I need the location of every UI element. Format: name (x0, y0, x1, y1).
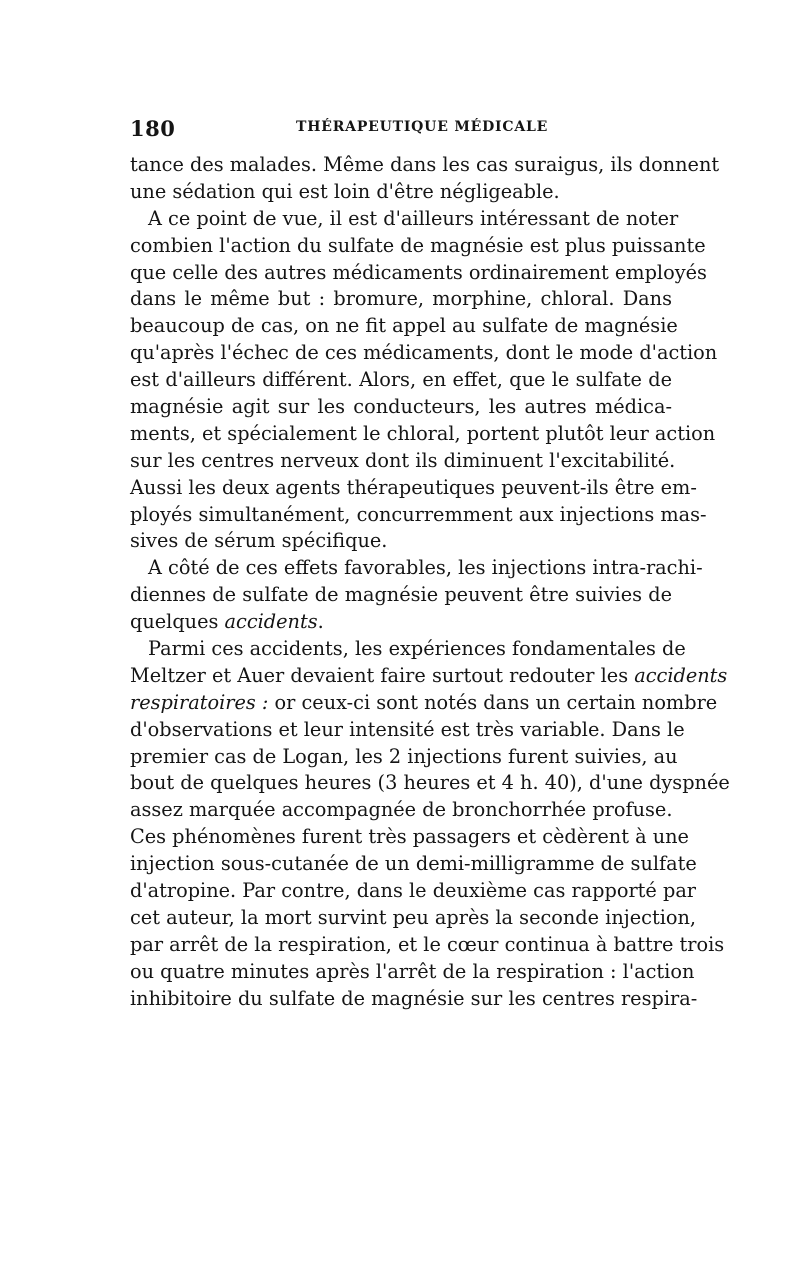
page-number: 180 (130, 116, 176, 141)
text-line (130, 528, 672, 555)
text-line (130, 851, 697, 878)
line-text: Meltzer et Auer devaient faire surtout redouter les (130, 663, 635, 687)
text-line (130, 340, 718, 367)
text-line (130, 744, 678, 771)
line-text: d'observations et leur intensité est très variable. Dans le (130, 717, 685, 741)
line-text: A côté de ces effets favorables, les injections intra-rachi- (148, 556, 703, 580)
text-line (130, 260, 707, 287)
text-line (130, 555, 703, 582)
line-text: ments, et spécialement le chloral, portent plutôt leur action (130, 421, 716, 445)
line-text: inhibitoire du sulfate de magnésie sur les centres respira- (130, 986, 698, 1010)
line-text: que celle des autres médicaments ordinairement employés (130, 260, 707, 284)
text-line (130, 959, 695, 986)
line-text: injection sous-cutanée de un demi-milligramme de sulfate (130, 852, 697, 876)
line-text: dans le même but : bromure, morphine, chloral. Dans (130, 287, 672, 311)
line-text: sives de sérum spécifique. (130, 529, 388, 553)
text-line (130, 878, 697, 905)
text-line (130, 286, 672, 313)
text-line (130, 797, 672, 824)
text-line (130, 448, 676, 475)
line-text: . (317, 610, 324, 634)
line-text: quelques (130, 610, 225, 634)
line-text: or ceux-ci sont notés dans un certain nombre (268, 690, 718, 714)
text-line (130, 717, 685, 744)
text-line (130, 421, 716, 448)
text-line (130, 932, 725, 959)
line-text: combien l'action du sulfate de magnésie est plus puissante (130, 233, 706, 257)
line-text: Ces phénomènes furent très passagers et cèdèrent à une (130, 825, 689, 849)
line-text: sur les centres nerveux dont ils diminuent l'excitabilité. (130, 448, 676, 472)
line-text: tance des malades. Même dans les cas suraigus, ils donnent (130, 153, 720, 176)
line-text: A ce point de vue, il est d'ailleurs intéressant de noter (148, 206, 679, 230)
italic-text: accidents (634, 663, 728, 687)
line-text: une sédation qui est loin d'être négligeable. (130, 179, 560, 203)
page-header (130, 112, 670, 142)
text-line (130, 663, 728, 690)
text-line (130, 179, 672, 206)
line-text: premier cas de Logan, les 2 injections furent suivies, au (130, 744, 678, 768)
italic-text: respiratoires : (130, 690, 269, 714)
text-line (130, 206, 679, 233)
text-line (130, 152, 720, 179)
line-text: diennes de sulfate de magnésie peuvent être suivies de (130, 583, 672, 607)
text-line (130, 502, 707, 529)
line-text: ou quatre minutes après l'arrêt de la respiration : l'action (130, 959, 695, 983)
line-text: bout de quelques heures (3 heures et 4 h. 40), d'une dyspnée (130, 771, 730, 795)
text-line (130, 690, 718, 717)
text-line (130, 609, 672, 636)
text-line (130, 824, 689, 851)
line-text: beaucoup de cas, on ne fit appel au sulfate de magnésie (130, 314, 678, 338)
body-text (130, 152, 730, 1013)
text-line (130, 770, 730, 797)
text-line (130, 394, 672, 421)
line-text: est d'ailleurs différent. Alors, en effet, que le sulfate de (130, 368, 672, 392)
line-text: Parmi ces accidents, les expériences fondamentales de (148, 637, 686, 661)
text-line (130, 905, 697, 932)
line-text: Aussi les deux agents thérapeutiques peuvent-ils être em- (130, 475, 697, 499)
line-text: par arrêt de la respiration, et le cœur continua à battre trois (130, 932, 725, 956)
line-text: qu'après l'échec de ces médicaments, dont le mode d'action (130, 341, 718, 365)
line-text: ployés simultanément, concurremment aux injections mas- (130, 502, 707, 526)
text-line (130, 367, 672, 394)
line-text: cet auteur, la mort survint peu après la seconde injection, (130, 905, 697, 929)
text-line (130, 475, 697, 502)
running-head: THÉRAPEUTIQUE MÉDICALE (296, 119, 549, 135)
italic-text: accidents (224, 610, 318, 634)
line-text: d'atropine. Par contre, dans le deuxième cas rapporté par (130, 879, 697, 903)
text-line (130, 986, 698, 1013)
text-line (130, 313, 678, 340)
text-line (130, 636, 686, 663)
line-text: assez marquée accompagnée de bronchorrhée profuse. (130, 798, 673, 822)
text-line (130, 233, 706, 260)
text-line (130, 582, 672, 609)
line-text: magnésie agit sur les conducteurs, les autres médica- (130, 395, 672, 419)
